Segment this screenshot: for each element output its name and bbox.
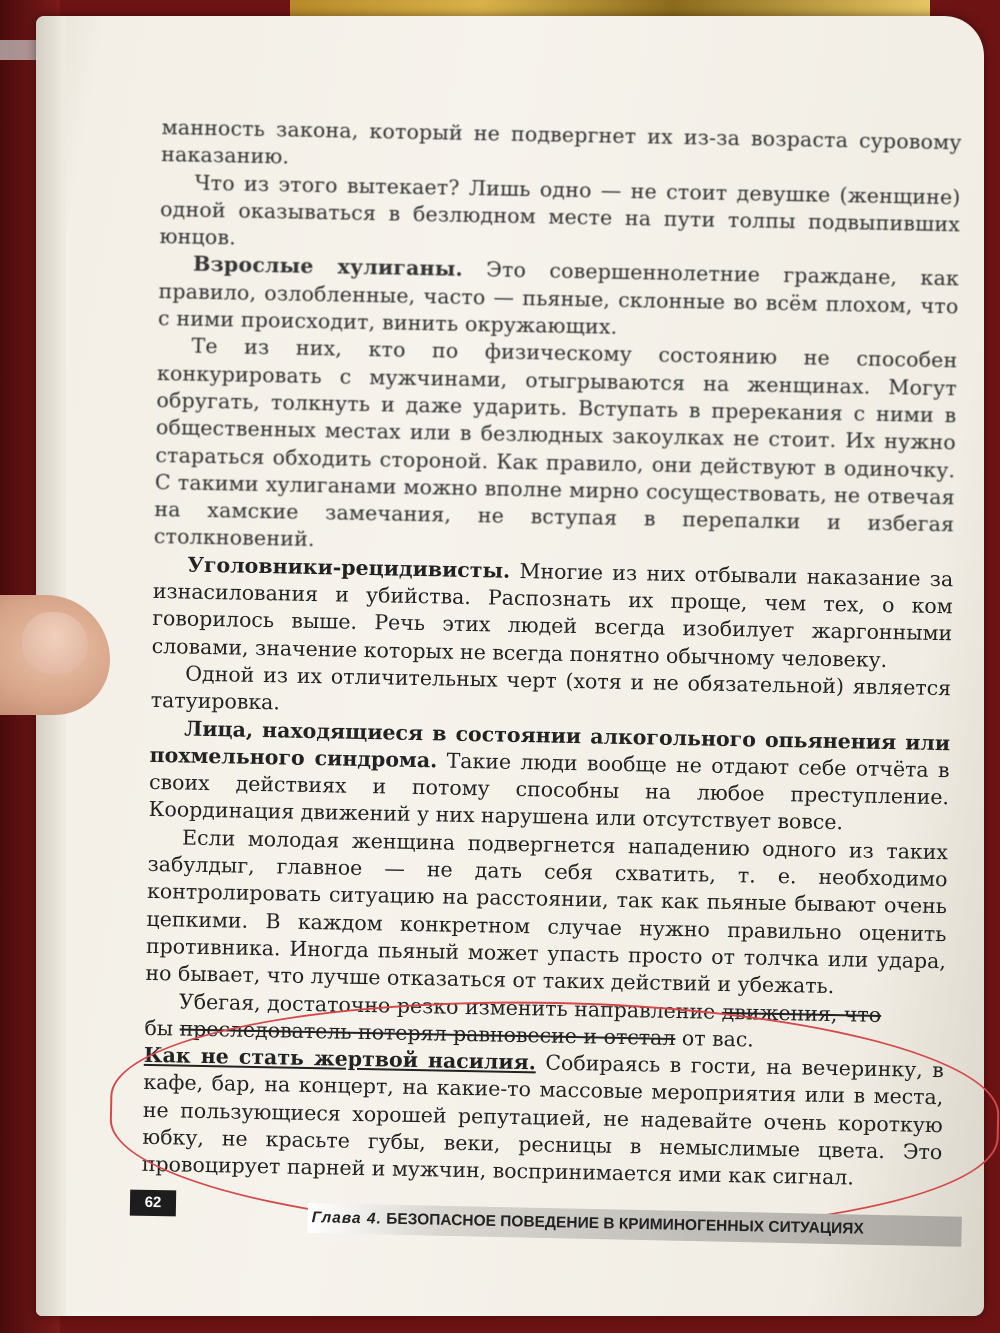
page-number: 62 [130,1190,176,1217]
paragraph-8: Если молодая женщина подвергнется нападению одного из таких забулдыг, главное — не дать себя схватить, т. е. необходимо контролировать ситуацию на расстоянии, так как пьяные бывают очень цепкими. В каждом конкретном случае нужно правильно оценить противника. Иногда пьяный может упасть просто от толчка или удара, но бывает, что лучше отказаться от таких действий и убежать. [145,825,949,999]
heading-victim: Как не стать жертвой насилия. [143,1042,537,1075]
paragraph-adult-hooligans [158,250,959,347]
footer-title: БЕЗОПАСНОЕ ПОВЕДЕНИЕ В КРИМИНОГЕННЫХ СИТУАЦИЯХ [386,1210,864,1238]
paragraph-victim-text: Собираясь в гости, на вечеринку, в кафе, бар, на концерт, на какие-то массовые мероприятия или в места, не пользующиеся хорошей репутацией, не надевайте очень короткую юбку, не красьте губы, веки, ресницы в немыслимые цвета. Это провоцирует парней и мужчин, воспринимается ими как сигнал. [141,1050,945,1190]
paragraph-recidivists [152,551,954,676]
footer-chapter: Глава 4. [311,1209,383,1228]
struck-text-1: движения, что [721,999,882,1027]
paragraph-4: Те из них, кто по физическому состоянию не способен конкурировать с мужчинами, отыгрываются на женщинах. Могут обругать, толкнуть и даже ударить. Вступать в пререкания с ними в общественных местах или в безлюдных закоулках не стоит. Их нужно стараться обходить стороной. Как правило, они действуют в одиночку. С такими хулиганами можно вполне мирно сосуществовать, не отвечая на хамские замечания, не вступая в перепалки и избегая столкновений. [153,333,958,552]
thumb-nail [22,612,88,674]
paragraph-drunk-text: Такие люди вообще не отдают себе отчёта в своих действиях и потому способны на любое преступление. Координация движений у них нарушена или отсутствует вовсе. [148,748,950,835]
heading-drunk: Лица, находящиеся в состоянии алкогольного опьянения или похмельного синдрома. [149,716,951,773]
struck-text-2: преследователь потерял равновесие и отстал [179,1016,676,1050]
paragraph-recidivists-text: Многие из них отбывали наказание за изнасилования и убийства. Распознать их проще, чем тех, о ком говорилось выше. Речь этих людей всегда изобилует жаргонными словами, значение которых не всегда понятно обычному человеку. [151,558,954,672]
paragraph-9: Убегая, достаточно резко изменить направление движения, что бы преследователь потерял равновесие и отстал от вас. [144,988,882,1052]
heading-recidivists: Уголовники-рецидивисты. [187,552,511,583]
paragraph-victim [142,1042,944,1194]
paragraph-2: Что из этого вытекает? Лишь одно — не стоит девушке (женщине) одной оказываться в безлюдном месте на пути толпы подвыпивших юнцов. [159,170,961,250]
paragraph-adult-hooligans-text: Это совершеннолетние граждане, как правило, озлобленные, часто — пьяные, склонные во всём плохом, что с ними происходит, винить окружающих. [157,257,960,339]
paragraph-6: Одной из их отличительных черт (хотя и не обязательной) является татуировка. [150,661,952,715]
paragraph-1: манность закона, который не подвергнет их из-за возраста суровому наказанию. [160,114,962,169]
page-text [142,114,962,1194]
paragraph-drunk [148,714,950,839]
heading-adult-hooligans: Взрослые хулиганы. [192,252,464,282]
